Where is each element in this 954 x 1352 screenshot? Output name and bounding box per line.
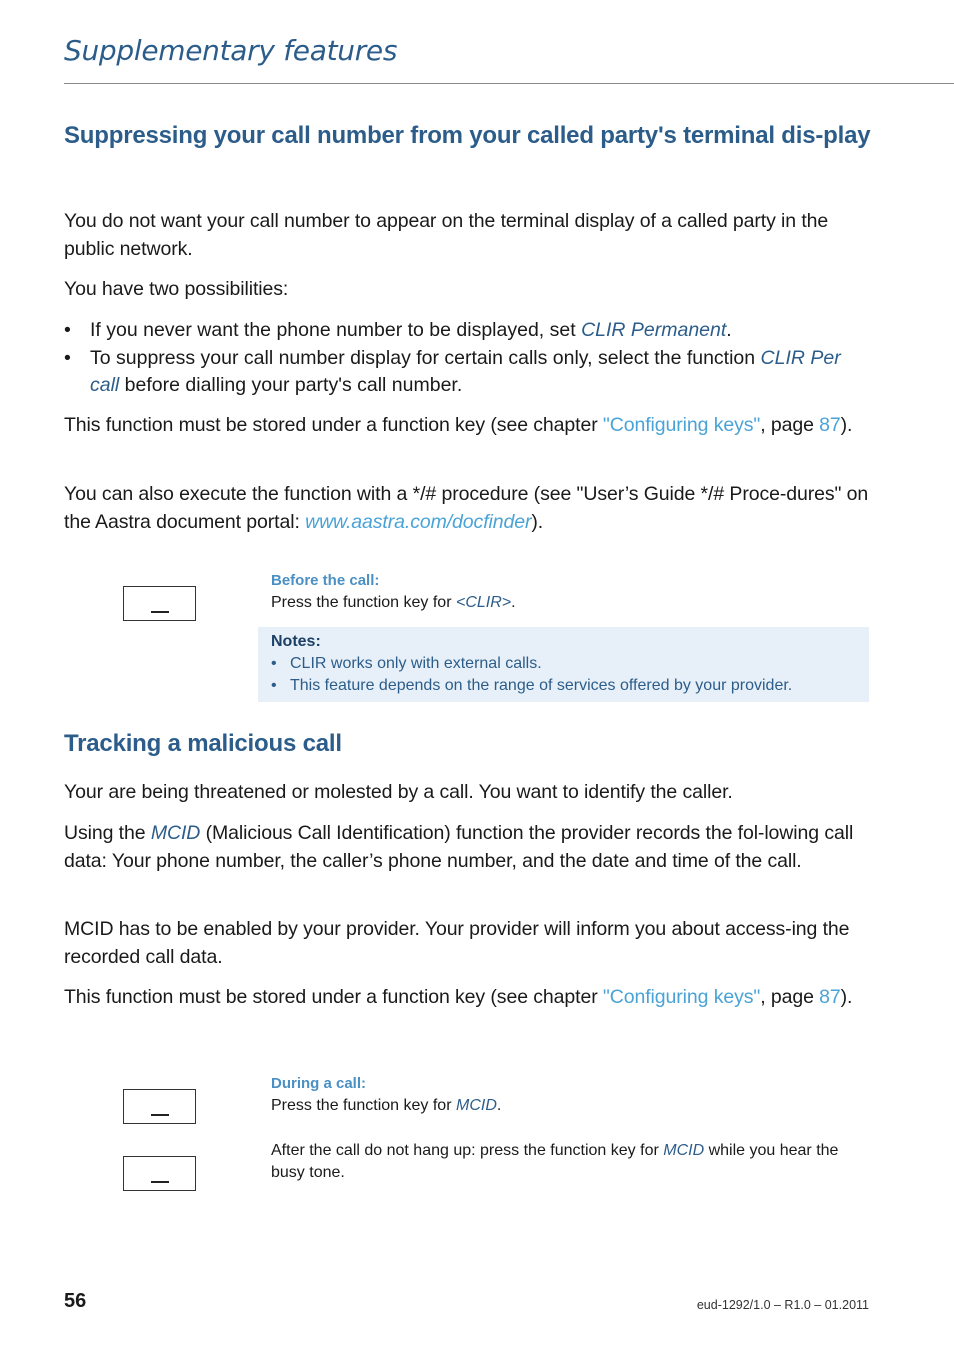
function-key-paragraph-2: This function must be stored under a function key (see chapter "Configuring keys", page 87).: [64, 986, 853, 1008]
page-number: 56: [64, 1290, 87, 1312]
procedure-paragraph: You can also execute the function with a */# procedure (see "User’s Guide */# Proce-dures" on the Aastra document portal: www.aastra.com/docfinder).: [64, 483, 869, 533]
clir-per-call-term: CLIR Per call: [90, 346, 841, 396]
page-87-link[interactable]: 87: [819, 414, 841, 436]
configuring-keys-link[interactable]: "Configuring keys": [602, 986, 761, 1008]
section-heading-malicious-call: Tracking a malicious call: [64, 730, 342, 757]
mcid-paragraph: Using the MCID (Malicious Call Identification) function the provider records the fol-lowing call data: Your phone number, the caller’s phone number, and the date and time of the call.: [64, 822, 854, 872]
clir-permanent-term: CLIR Permanent: [581, 319, 727, 341]
possibilities-paragraph: You have two possibilities:: [64, 278, 289, 300]
step-label-during-call: During a call:: [271, 1075, 367, 1092]
step-text-after-call: After the call do not hang up: press the function key for MCID while you hear the busy tone.: [271, 1142, 839, 1181]
running-head: Supplementary features: [64, 34, 398, 67]
function-key-icon: [123, 1156, 196, 1191]
step-text-mcid: Press the function key for MCID.: [271, 1097, 502, 1114]
threat-paragraph: Your are being threatened or molested by a call. You want to identify the caller.: [64, 781, 733, 803]
list-item: • CLIR works only with external calls.: [271, 653, 792, 675]
function-key-icon: [123, 1089, 196, 1124]
possibilities-list: [64, 317, 874, 400]
step-label-before-call: Before the call:: [271, 572, 380, 589]
document-id: eud-1292/1.0 – R1.0 – 01.2011: [696, 1298, 869, 1312]
mcid-term: MCID: [150, 822, 201, 844]
list-item: • This feature depends on the range of services offered by your provider.: [271, 675, 792, 697]
function-key-paragraph: This function must be stored under a function key (see chapter "Configuring keys", page 87).: [64, 414, 853, 436]
header-divider: [64, 83, 954, 84]
notes-box: [258, 627, 869, 702]
page-87-link[interactable]: 87: [819, 986, 841, 1008]
notes-title: Notes:: [271, 633, 321, 650]
list-item: • To suppress your call number display for certain calls only, select the function CLIR Per call before dialling your party's call number.: [64, 345, 874, 400]
configuring-keys-link[interactable]: "Configuring keys": [602, 414, 761, 436]
step-text-clir: Press the function key for <CLIR>.: [271, 594, 516, 611]
section-heading-suppress-number: Suppressing your call number from your called party's terminal dis-play: [64, 122, 871, 149]
intro-paragraph: You do not want your call number to appear on the terminal display of a called party in the public network.: [64, 210, 829, 260]
docfinder-link[interactable]: www.aastra.com/docfinder: [305, 510, 532, 533]
function-key-icon: [123, 586, 196, 621]
list-item: • If you never want the phone number to be displayed, set CLIR Permanent.: [64, 317, 874, 345]
provider-paragraph: MCID has to be enabled by your provider. Your provider will inform you about access-ing the recorded call data.: [64, 918, 850, 968]
notes-list: [271, 653, 792, 696]
